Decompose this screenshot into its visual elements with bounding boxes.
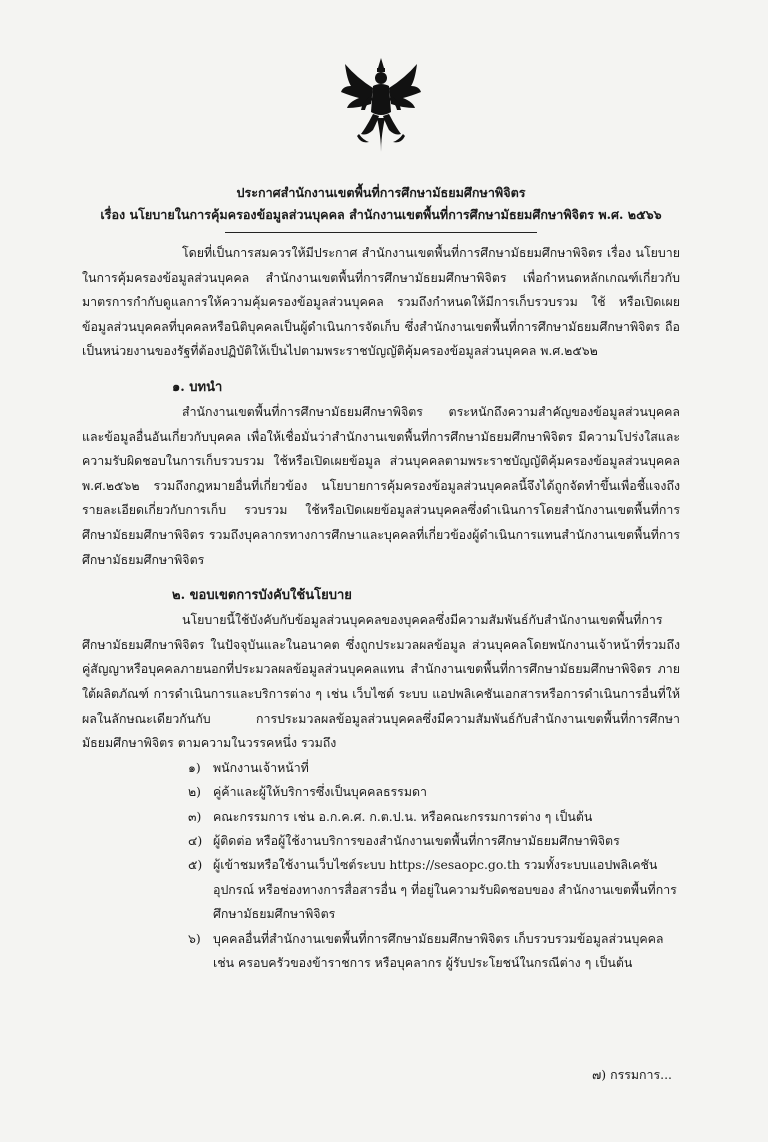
list-item-text: บุคคลอื่นที่สำนักงานเขตพื้นที่การศึกษามัธยมศึกษาพิจิตร เก็บรวบรวมข้อมูลส่วนบุคคลเช่น ครอบครัวของข้าราชการ หรือบุคลากร ผู้รับประโยชน์ในกรณีต่าง ๆ เป็นต้น — [213, 930, 664, 970]
list-item-number: ๖) — [188, 930, 201, 946]
list-item-number: ๔) — [188, 832, 203, 848]
list-item-text: ผู้เข้าชมหรือใช้งานเว็บไซต์ระบบ https://sesaopc.go.th รวมทั้งระบบแอปพลิเคชันอุปกรณ์ หรือช่องทางการสื่อสารอื่น ๆ ที่อยู่ในความรับผิดชอบของ สำนักงานเขตพื้นที่การศึกษามัธยมศึกษาพิจิตร — [213, 857, 677, 922]
document-page — [0, 56, 768, 1142]
continuation-note: ๗) กรรมการ... — [591, 1067, 672, 1082]
document-body — [82, 241, 680, 975]
title-line-2: เรื่อง นโยบายในการคุ้มครองข้อมูลส่วนบุคคล สำนักงานเขตพื้นที่การศึกษามัธยมศึกษาพิจิตร พ.ศ. ๒๕๖๖ — [100, 207, 662, 222]
list-item-number: ๒) — [188, 784, 202, 800]
list-item — [188, 805, 680, 829]
list-item-number: ๓) — [188, 808, 202, 824]
list-item — [188, 829, 680, 853]
list-item — [188, 756, 680, 780]
intro-paragraph: โดยที่เป็นการสมควรให้มีประกาศ สำนักงานเขตพื้นที่การศึกษามัธยมศึกษาพิจิตร เรื่อง นโยบายในการคุ้มครองข้อมูลส่วนบุคคล สำนักงานเขตพื้นที่การศึกษามัธยมศึกษาพิจิตร เพื่อกำหนดหลักเกณฑ์เกี่ยวกับมาตรการกำกับดูแลการให้ความคุ้มครองข้อมูลส่วนบุคคล รวมถึงกำหนดให้มีการเก็บรวบรวม ใช้ หรือเปิดเผย ข้อมูลส่วนบุคคลที่บุคคลหรือนิติบุคคลเป็นผู้ดำเนินการจัดเก็บ ซึ่งสำนักงานเขตพื้นที่การศึกษามัธยมศึกษาพิจิตร ถือเป็นหน่วยงานของรัฐที่ต้องปฏิบัติให้เป็นไปตามพระราชบัญญัติคุ้มครองข้อมูลส่วนบุคคล พ.ศ.๒๕๖๒ — [82, 245, 680, 359]
list-item-number: ๕) — [188, 857, 203, 873]
list-item-text: พนักงานเจ้าหน้าที่ — [213, 759, 309, 775]
garuda-emblem-icon — [337, 56, 425, 156]
section-1-paragraph: สำนักงานเขตพื้นที่การศึกษามัธยมศึกษาพิจิตร ตระหนักถึงความสำคัญของข้อมูลส่วนบุคคลและข้อมูลอื่นอันเกี่ยวกับบุคคล เพื่อให้เชื่อมั่นว่าสำนักงานเขตพื้นที่การศึกษามัธยมศึกษาพิจิตร มีความโปร่งใสและความรับผิดชอบในการเก็บรวบรวม ใช้หรือเปิดเผยข้อมูล ส่วนบุคคลตามพระราชบัญญัติคุ้มครองข้อมูลส่วนบุคคล พ.ศ.๒๕๖๒ รวมถึงกฎหมายอื่นที่เกี่ยวข้อง นโยบายการคุ้มครองข้อมูลส่วนบุคคลนี้จึงได้ถูกจัดทำขึ้นเพื่อชี้แจงถึงรายละเอียดเกี่ยวกับการเก็บ รวบรวม ใช้หรือเปิดเผยข้อมูลส่วนบุคคลซึ่งดำเนินการโดยสำนักงานเขตพื้นที่การศึกษามัธยมศึกษาพิจิตร รวมถึงบุคลากรทางการศึกษาและบุคคลที่เกี่ยวข้องผู้ดำเนินการแทนสำนักงานเขตพื้นที่การศึกษามัธยมศึกษาพิจิตร — [82, 403, 680, 567]
section-1-heading: ๑. บทนำ — [172, 379, 223, 395]
list-item-text: คู่ค้าและผู้ให้บริการซึ่งเป็นบุคคลธรรมดา — [213, 784, 427, 800]
scope-list — [82, 756, 680, 976]
list-item-text: คณะกรรมการ เช่น อ.ก.ค.ศ. ก.ต.ป.น. หรือคณะกรรมการต่าง ๆ เป็นต้น — [213, 808, 593, 824]
list-item — [188, 927, 680, 976]
title-divider — [225, 232, 537, 233]
document-title — [82, 182, 680, 233]
list-item-text: ผู้ติดต่อ หรือผู้ใช้งานบริการของสำนักงานเขตพื้นที่การศึกษามัธยมศึกษาพิจิตร — [213, 832, 620, 848]
list-item — [188, 780, 680, 804]
section-2-heading: ๒. ขอบเขตการบังคับใช้นโยบาย — [172, 588, 352, 604]
list-item-number: ๑) — [188, 759, 201, 775]
title-line-1: ประกาศสำนักงานเขตพื้นที่การศึกษามัธยมศึกษาพิจิตร — [236, 185, 526, 200]
list-item — [188, 853, 680, 926]
section-2-paragraph: นโยบายนี้ใช้บังคับกับข้อมูลส่วนบุคคลของบุคคลซึ่งมีความสัมพันธ์กับสำนักงานเขตพื้นที่การศึกษามัธยมศึกษาพิจิตร ในปัจจุบันและในอนาคต ซึ่งถูกประมวลผลข้อมูล ส่วนบุคคลโดยพนักงานเจ้าหน้าที่รวมถึงคู่สัญญาหรือบุคคลภายนอกที่ประมวลผลข้อมูลส่วนบุคคลแทน สำนักงานเขตพื้นที่การศึกษามัธยมศึกษาพิจิตร ภายใต้ผลิตภัณฑ์ การดำเนินการและบริการต่าง ๆ เช่น เว็บไซต์ ระบบ แอปพลิเคชันเอกสารหรือการดำเนินการอื่นที่ให้ผลในลักษณะเดียวกันกับ การประมวลผลข้อมูลส่วนบุคคลซึ่งมีความสัมพันธ์กับสำนักงานเขตพื้นที่การศึกษามัธยมศึกษาพิจิตร ตามความในวรรคหนึ่ง รวมถึง — [82, 612, 680, 751]
